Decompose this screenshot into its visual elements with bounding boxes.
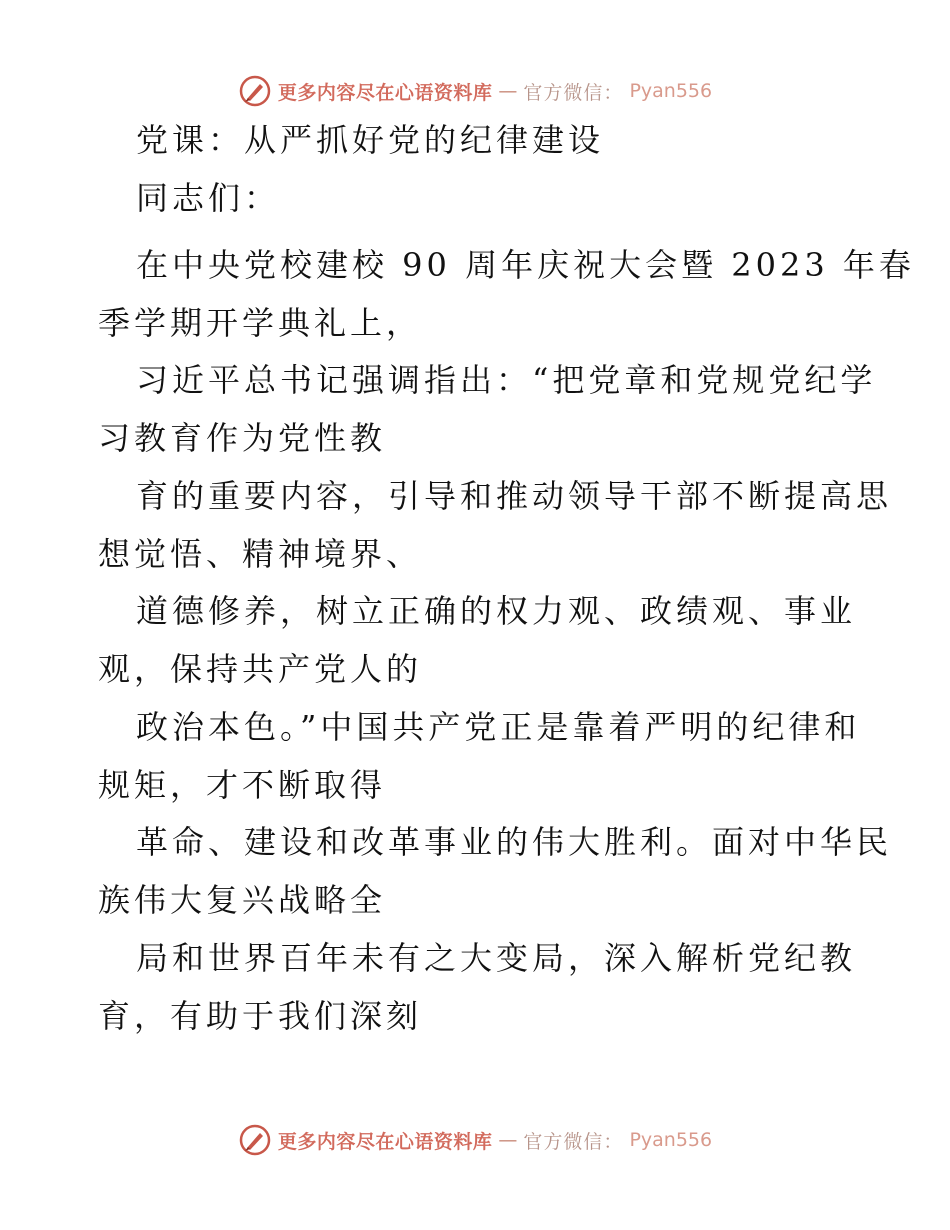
paragraph-line: 局和世界百年未有之大变局，深入解析党纪教 <box>136 939 857 977</box>
watermark-separator: — <box>498 80 518 102</box>
salutation: 同志们： <box>136 179 281 217</box>
paragraph-line: 习教育作为党性教 <box>98 419 387 457</box>
paragraph-line: 在中央党校建校 90 周年庆祝大会暨 2023 年春 <box>136 246 915 284</box>
paragraph-line: 规矩，才不断取得 <box>98 766 387 804</box>
paragraph-line: 革命、建设和改革事业的伟大胜利。面对中华民 <box>136 823 893 861</box>
pen-circle-icon <box>238 1123 272 1157</box>
paragraph-line: 育，有助于我们深刻 <box>98 997 423 1035</box>
watermark-wechat-id: Pyan556 <box>629 80 713 102</box>
paragraph-line: 道德修养，树立正确的权力观、政绩观、事业 <box>136 592 857 630</box>
paragraph-line: 育的重要内容，引导和推动领导干部不断提高思 <box>136 477 893 515</box>
paragraph-line: 政治本色。”中国共产党正是靠着严明的纪律和 <box>136 708 861 746</box>
paragraph-line: 季学期开学典礼上， <box>98 304 423 342</box>
watermark-wechat-label: 官方微信： <box>523 81 624 104</box>
paragraph-line: 想觉悟、精神境界、 <box>98 535 423 573</box>
paragraph-line: 习近平总书记强调指出：“把党章和党规党纪学 <box>136 361 877 399</box>
watermark-separator: — <box>498 1129 518 1151</box>
pen-circle-icon <box>238 74 272 108</box>
footer-watermark <box>0 1120 950 1160</box>
paragraph-line: 族伟大复兴战略全 <box>98 881 387 919</box>
header-watermark <box>0 71 950 111</box>
watermark-brand: 更多内容尽在心语资料库 <box>277 81 493 104</box>
paragraph-line: 观，保持共产党人的 <box>98 650 423 688</box>
watermark-brand: 更多内容尽在心语资料库 <box>277 1130 493 1153</box>
watermark-wechat-id: Pyan556 <box>629 1129 713 1151</box>
document-title: 党课：从严抓好党的纪律建设 <box>136 121 605 159</box>
watermark-wechat-label: 官方微信： <box>523 1130 624 1153</box>
